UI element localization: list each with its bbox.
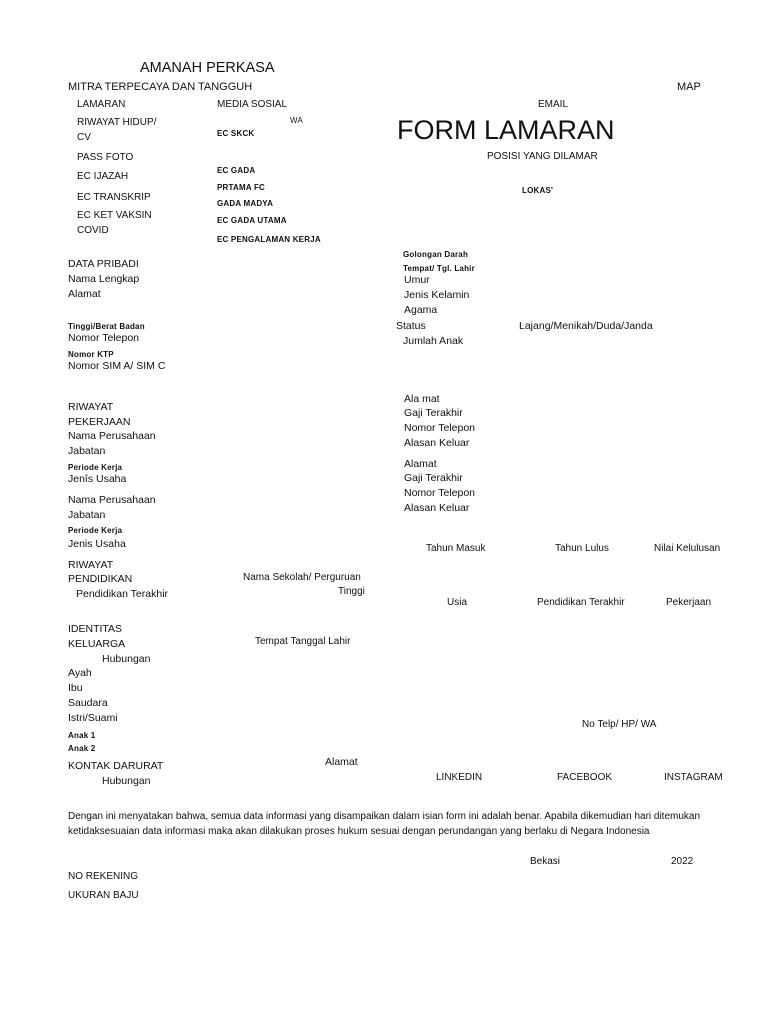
riwayat-pekerjaan-title-1: RIWAYAT: [68, 401, 114, 413]
city-label: Bekasi: [530, 856, 561, 867]
anak-2-label: Anak 2: [68, 744, 96, 753]
nama-sekolah-label: Nama Sekolah/ Perguruan: [243, 572, 361, 583]
check-pass-foto: PASS FOTO: [77, 152, 134, 163]
nama-sekolah-label-2: Tinggi: [338, 586, 365, 597]
pendidikan-terakhir-label: Pendidikan Terakhir: [76, 588, 169, 600]
jenis-kelamin-label: Jenis Kelamin: [404, 289, 470, 301]
linkedin-label: LINKEDIN: [436, 772, 483, 783]
alamat-perusahaan-2: Alamat: [404, 458, 437, 470]
no-rekening-label: NO REKENING: [68, 871, 139, 882]
hubungan-darurat-label: Hubungan: [102, 775, 151, 787]
kontak-darurat-title: KONTAK DARURAT: [68, 760, 164, 772]
umur-label: Umur: [404, 274, 430, 286]
media-sosial-label: MEDIA SOSIAL: [217, 99, 288, 110]
jumlah-anak-label: Jumlah Anak: [403, 335, 464, 347]
alasan-keluar-2: Alasan Keluar: [404, 502, 470, 514]
istri-suami-label: Istri/Suami: [68, 712, 118, 724]
tahun-masuk-label: Tahun Masuk: [426, 543, 486, 554]
anak-1-label: Anak 1: [68, 731, 96, 740]
nomor-sim-label: Nomor SIM A/ SIM C: [68, 360, 166, 372]
usia-label: Usia: [447, 597, 468, 608]
identitas-keluarga-title-1: IDENTITAS: [68, 623, 123, 635]
prtama-fc: PRTAMA FC: [217, 183, 266, 192]
status-options: Lajang/Menikah/Duda/Janda: [519, 320, 653, 332]
golongan-darah-label: Golongan Darah: [403, 250, 469, 259]
check-covid: COVID: [77, 225, 109, 236]
check-ec-vaksin: EC KET VAKSIN: [77, 210, 152, 221]
lokasi-label: LOKAS': [522, 186, 554, 195]
riwayat-pendidikan-title-1: RIWAYAT: [68, 559, 114, 571]
ibu-label: Ibu: [68, 682, 83, 694]
check-cv: CV: [77, 132, 91, 143]
no-telp-label: No Telp/ HP/ WA: [582, 719, 657, 730]
alamat-perusahaan-1: Ala mat: [404, 393, 440, 405]
nomor-telepon-label: Nomor Telepon: [68, 332, 140, 344]
alamat-label: Alamat: [68, 288, 101, 300]
identitas-keluarga-title-2: KELUARGA: [68, 638, 126, 650]
ec-gada: EC GADA: [217, 166, 256, 175]
instagram-label: INSTAGRAM: [664, 772, 723, 783]
saudara-label: Saudara: [68, 697, 108, 709]
wa-label: WA: [290, 116, 303, 125]
form-title: FORM LAMARAN: [397, 115, 615, 145]
check-ec-transkrip: EC TRANSKRIP: [77, 192, 151, 203]
nama-lengkap-label: Nama Lengkap: [68, 273, 140, 285]
jabatan-1: Jabatan: [68, 445, 106, 457]
jenis-usaha-1: Jenîs Usaha: [68, 473, 127, 485]
pendidikan-keluarga-label: Pendidikan Terakhir: [537, 597, 625, 608]
agama-label: Agama: [404, 304, 438, 316]
check-ec-ijazah: EC IJAZAH: [77, 171, 129, 182]
posisi-label: POSISI YANG DILAMAR: [487, 151, 598, 162]
jabatan-2: Jabatan: [68, 509, 106, 521]
check-riwayat-hidup: RIWAYAT HIDUP/: [77, 117, 157, 128]
tempat-tgl-lahir-label: Tempat/ Tgl. Lahir: [403, 264, 475, 273]
ec-pengalaman-kerja: EC PENGALAMAN KERJA: [217, 235, 321, 244]
declaration-statement: Dengan ini menyatakan bahwa, semua data informasi yang disampaikan dalam isian form ini adalah benar. Apabila dikemudian hari ditemukan ketidaksesuaian data informasi maka akan dilakukan proses hukum sesuai dengan perundangan yang berlaku di Negara Indonesia: [68, 811, 701, 837]
tahun-lulus-label: Tahun Lulus: [555, 543, 609, 554]
check-lamaran: LAMARAN: [77, 99, 126, 110]
jenis-usaha-2: Jenis Usaha: [68, 538, 126, 550]
data-pribadi-title: DATA PRIBADI: [68, 258, 139, 270]
tempat-tanggal-lahir-label: Tempat Tanggal Lahir: [255, 636, 351, 647]
nilai-kelulusan-label: Nilai Kelulusan: [654, 543, 721, 554]
status-label: Status: [396, 320, 426, 332]
ukuran-baju-label: UKURAN BAJU: [68, 890, 139, 901]
company-tagline: MITRA TERPECAYA DAN TANGGUH: [68, 81, 253, 93]
hubungan-keluarga-label: Hubungan: [102, 653, 151, 665]
gaji-terakhir-1: Gaji Terakhir: [404, 407, 463, 419]
gaji-terakhir-2: Gaji Terakhir: [404, 472, 463, 484]
map-label: MAP: [677, 81, 701, 93]
ec-skck: EC SKCK: [217, 129, 255, 138]
nama-perusahaan-1: Nama Perusahaan: [68, 430, 156, 442]
ec-gada-utama: EC GADA UTAMA: [217, 216, 287, 225]
pekerjaan-keluarga-label: Pekerjaan: [666, 597, 712, 608]
alasan-keluar-1: Alasan Keluar: [404, 437, 470, 449]
nomor-telepon-perusahaan-2: Nomor Telepon: [404, 487, 476, 499]
nama-perusahaan-2: Nama Perusahaan: [68, 494, 156, 506]
riwayat-pendidikan-title-2: PENDIDIKAN: [68, 573, 133, 585]
periode-kerja-2: Periode Kerja: [68, 526, 123, 535]
year-label: 2022: [671, 856, 694, 867]
nomor-ktp-label: Nomor KTP: [68, 350, 114, 359]
facebook-label: FACEBOOK: [557, 772, 613, 783]
gada-madya: GADA MADYA: [217, 199, 274, 208]
nomor-telepon-perusahaan-1: Nomor Telepon: [404, 422, 476, 434]
ayah-label: Ayah: [68, 667, 92, 679]
tinggi-berat-label: Tinggi/Berat Badan: [68, 322, 145, 331]
email-label: EMAIL: [538, 99, 569, 110]
periode-kerja-1: Periode Kerja: [68, 463, 123, 472]
alamat-darurat-label: Alamat: [325, 756, 358, 768]
company-name: AMANAH PERKASA: [140, 60, 275, 76]
riwayat-pekerjaan-title-2: PEKERJAAN: [68, 416, 131, 428]
